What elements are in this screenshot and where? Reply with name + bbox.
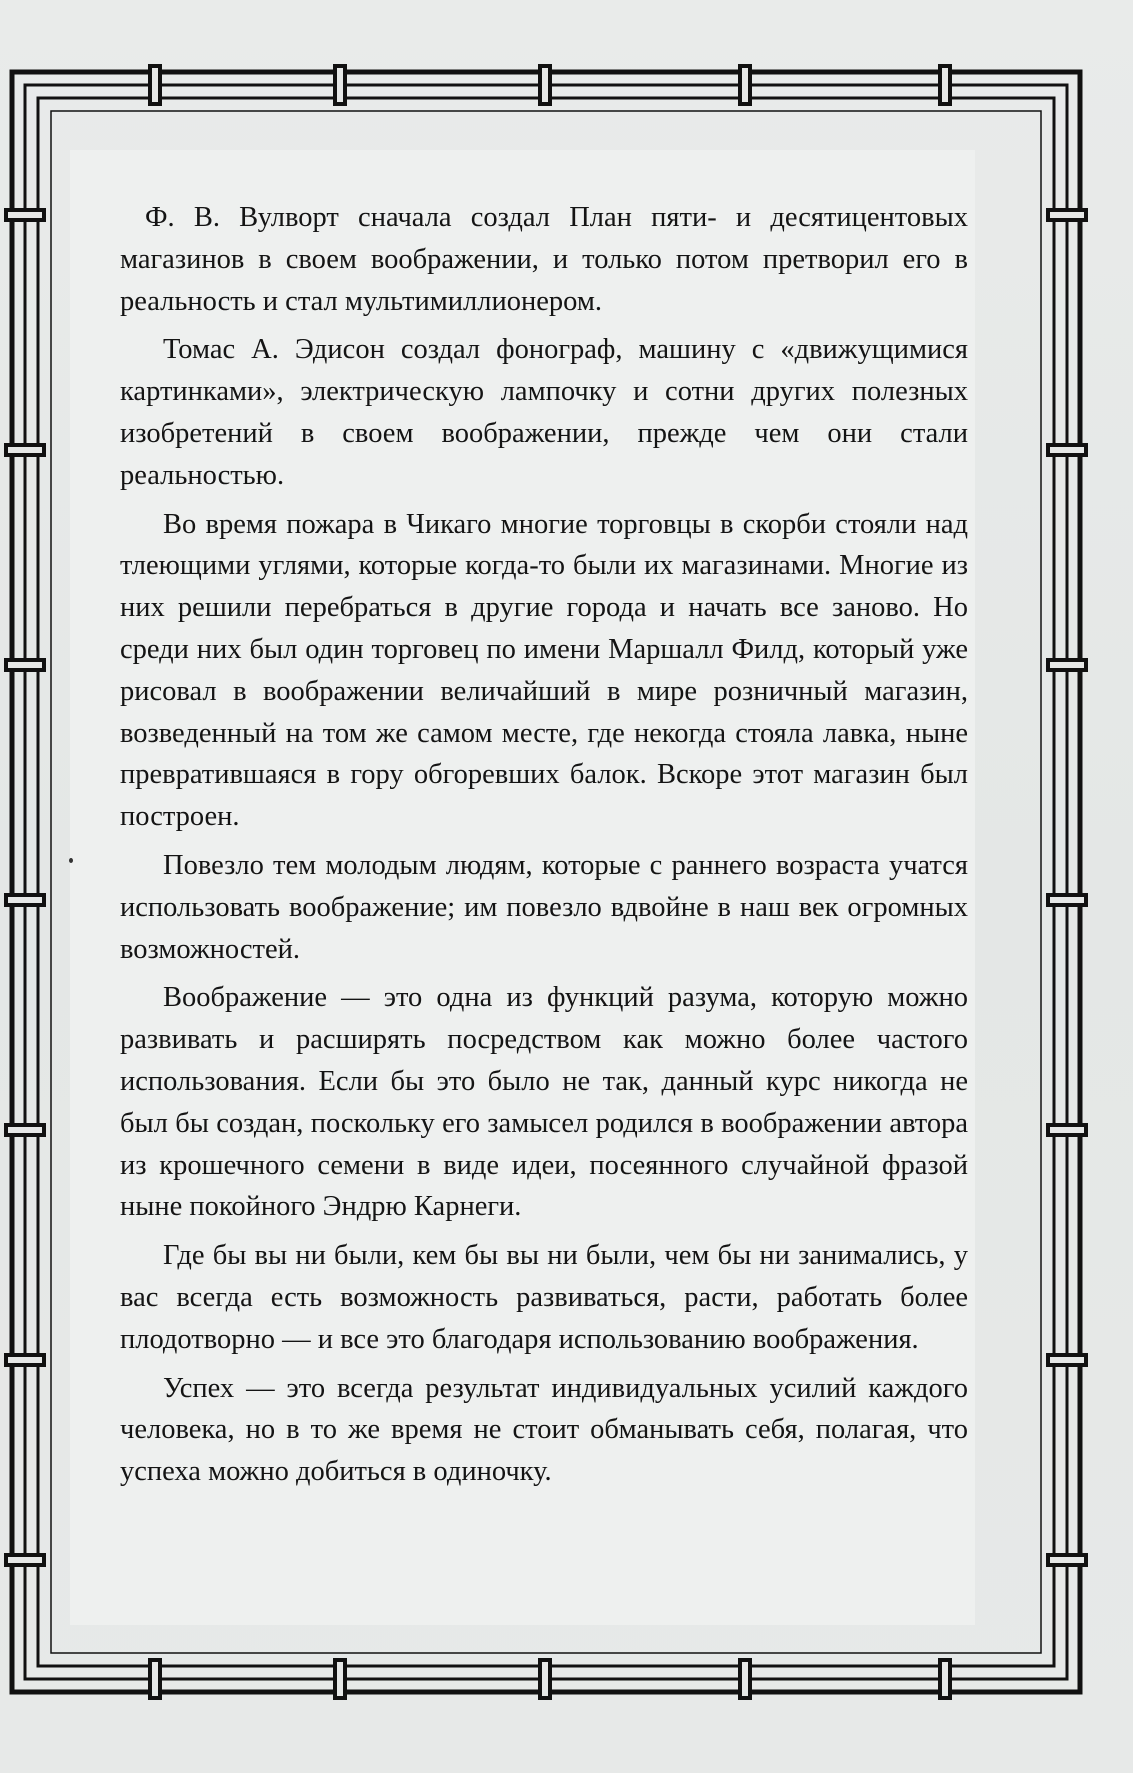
- main-text: [120, 197, 968, 1500]
- border-knot-gap: [1050, 1557, 1084, 1563]
- paragraph-1: Ф. В. Вулворт сначала создал План пяти- и десятицентовых магазинов в своем воображении, и только потом претворил его в реальность и стал мультимиллионером.: [120, 202, 968, 317]
- border-knot-gap: [8, 1127, 42, 1133]
- paragraph-7: Успех — это всегда результат индивидуальных усилий каждого человека, но в то же время не стоит обманывать себя, полагая, что успеха можно добиться в одиночку.: [120, 1372, 968, 1488]
- border-knot-gap: [942, 1662, 948, 1696]
- paragraph-2: Томас А. Эдисон создал фонограф, машину с «движущимися картинками», электрическую лампочку и сотни других полезных изобретений в своем воображении, прежде чем они стали реальностью.: [120, 334, 968, 491]
- border-knot-gap: [8, 1357, 42, 1363]
- border-knot-gap: [8, 897, 42, 903]
- ink-speck: [69, 858, 73, 863]
- paragraph-4: Повезло тем молодым людям, которые с раннего возраста учатся использовать воображение; им повезло вдвойне в наш век огромных возможностей.: [120, 849, 968, 965]
- border-knot-gap: [8, 447, 42, 453]
- border-knot-gap: [1050, 1357, 1084, 1363]
- border-knot-gap: [152, 1662, 158, 1696]
- border-knot-gap: [1050, 447, 1084, 453]
- border-knot-gap: [1050, 662, 1084, 668]
- border-knot-gap: [337, 68, 343, 102]
- border-knot-gap: [542, 68, 548, 102]
- border-knot-gap: [1050, 897, 1084, 903]
- border-knot-gap: [542, 1662, 548, 1696]
- border-knot-gap: [8, 212, 42, 218]
- border-knot-gap: [8, 662, 42, 668]
- border-knot-gap: [742, 1662, 748, 1696]
- paragraph-3: Во время пожара в Чикаго многие торговцы в скорби стояли над тлеющими углями, которые когда-то были их магазинами. Многие из них решили перебраться в другие города и начать все заново. Но среди них был один торговец по имени Маршалл Филд, который уже рисовал в воображении величайший в мире розничный магазин, возведенный на том же самом месте, где некогда стояла лавка, ныне превратившаяся в гору обгоревших балок. Вскоре этот магазин был построен.: [120, 508, 968, 833]
- border-knot-gap: [742, 68, 748, 102]
- paragraph-5: Воображение — это одна из функций разума, которую можно развивать и расширять посредством как можно более частого использования. Если бы это было не так, данный курс никогда не был бы создан, поскольку его замысел родился в воображении автора из крошечного семени в виде идеи, посеянного случайной фразой ныне покойного Эндрю Карнеги.: [120, 982, 968, 1223]
- paragraph-6: Где бы вы ни были, кем бы вы ни были, чем бы ни занимались, у вас всегда есть возможность развиваться, расти, работать более плодотворно — и все это благодаря использованию воображения.: [120, 1240, 968, 1355]
- border-knot-gap: [942, 68, 948, 102]
- border-knot-gap: [1050, 212, 1084, 218]
- border-knot-gap: [1050, 1127, 1084, 1133]
- border-knot-gap: [152, 68, 158, 102]
- border-knot-gap: [8, 1557, 42, 1563]
- border-knot-gap: [337, 1662, 343, 1696]
